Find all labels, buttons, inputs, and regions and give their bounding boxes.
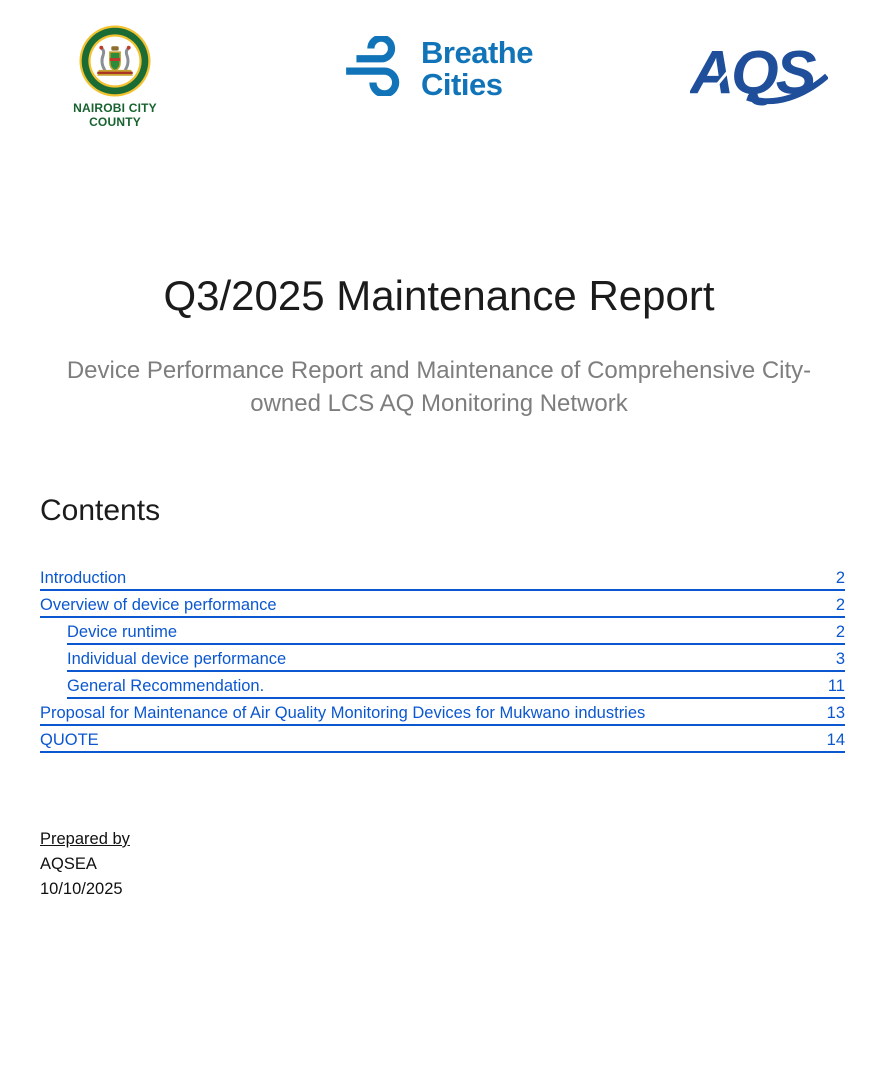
wind-icon [342,36,408,101]
prepared-by-org: AQSEA [40,854,97,873]
toc-entry-link[interactable] [40,595,845,618]
toc-entry-link[interactable] [67,676,845,699]
aqs-logo [690,36,828,113]
toc-entry-label: Introduction [40,569,127,587]
toc-entry-page: 2 [835,623,845,641]
toc-entry-label: QUOTE [40,731,99,749]
toc-entry-page: 3 [835,650,845,668]
toc-entry-link[interactable] [67,622,845,645]
prepared-by-block [40,827,878,901]
nairobi-county-emblem-icon [45,24,185,98]
aqs-wordmark: AQS [690,38,814,107]
page-subtitle: Device Performance Report and Maintenance of Comprehensive City-owned LCS AQ Monitoring Network [66,356,812,417]
nairobi-county-logo [45,24,185,130]
toc-entry-label: Device runtime [67,623,178,641]
nairobi-county-wordmark: NAIROBI CITY COUNTY [73,101,157,130]
header-logo-row [0,0,878,130]
breathe-cities-logo [342,36,533,101]
contents-heading: Contents [40,494,161,527]
prepared-by-date: 10/10/2025 [40,879,123,898]
toc-entry-label: Overview of device performance [40,596,277,614]
toc-entry-link[interactable] [40,730,845,753]
toc-entry-page: 11 [827,677,845,695]
toc-entry-page: 2 [835,569,845,587]
toc-entry-page: 13 [826,704,845,722]
toc-entry-link[interactable] [67,649,845,672]
toc-entry-label: General Recommendation. [67,677,265,695]
page-title: Q3/2025 Maintenance Report [163,271,715,319]
breathe-cities-wordmark: Breathe Cities [421,34,533,102]
toc-entry-label: Proposal for Maintenance of Air Quality Monitoring Devices for Mukwano industries [40,704,646,722]
toc-entry-link[interactable] [40,568,845,591]
toc-entry-page: 2 [835,596,845,614]
prepared-by-label: Prepared by [40,830,130,848]
toc-entry-label: Individual device performance [67,650,287,668]
toc-entry-link[interactable] [40,703,845,726]
toc [40,568,845,753]
toc-entry-page: 14 [826,731,845,749]
